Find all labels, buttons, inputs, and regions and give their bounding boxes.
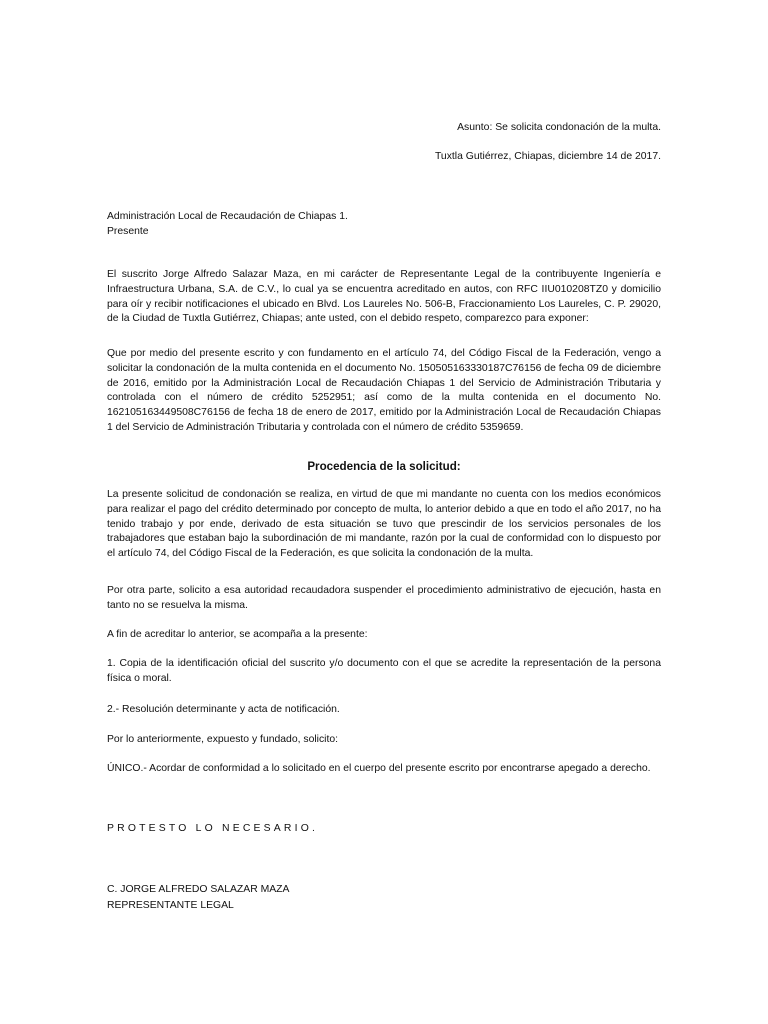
suspension-paragraph: Por otra parte, solicito a esa autoridad recaudadora suspender el procedimiento administrativo de ejecución, hasta en tanto no se resuelva la misma. — [107, 585, 661, 611]
recipient-line-1: Administración Local de Recaudación de Chiapas 1. — [107, 211, 348, 222]
recipient-line-2: Presente — [107, 226, 149, 237]
request-paragraph: Que por medio del presente escrito y con fundamento en el artículo 74, del Código Fiscal de la Federación, vengo a solicitar la condonación de la multa contenida en el documento No. 150505163330187C76156 de fecha 09 de diciembre de 2016, emitido por la Administración Local de Recaudación Chiapas 1 del Servicio de Administración Tributaria y controlada con el número de crédito 5252951; así como de la multa contenida en el documento No. 162105163449508C76156 de fecha 18 de enero de 2017, emitido por la Administración Local de Recaudación Chiapas 1 del Servicio de Administración Tributaria y controlada con el número de crédito 5359659. — [107, 348, 661, 433]
attachments-intro: A fin de acreditar lo anterior, se acompaña a la presente: — [107, 629, 368, 640]
place-date-line: Tuxtla Gutiérrez, Chiapas, diciembre 14 de 2017. — [434, 151, 661, 162]
justification-paragraph: La presente solicitud de condonación se realiza, en virtud de que mi mandante no cuenta con los medios económicos para realizar el pago del crédito determinado por concepto de multa, lo anterior debido a que en todo el año 2017, no ha tenido trabajo y por ende, derivado de esta situación se tuvo que prescindir de los servicios personales de los trabajadores que estaban bajo la subordinación de mi mandante, razón por la cual de conformidad con lo dispuesto por el artículo 74, del Código Fiscal de la Federación, es que solicita la condonación de la multa. — [107, 489, 661, 560]
signer-role: REPRESENTANTE LEGAL — [107, 900, 234, 911]
closing-intro: Por lo anteriormente, expuesto y fundado, solicito: — [107, 734, 339, 745]
section-heading: Procedencia de la solicitud: — [307, 460, 461, 473]
attachment-item-1: 1. Copia de la identificación oficial del suscrito y/o documento con el que se acredite la representación de la persona física o moral. — [107, 658, 661, 684]
signer-name: C. JORGE ALFREDO SALAZAR MAZA — [107, 884, 290, 895]
intro-paragraph: El suscrito Jorge Alfredo Salazar Maza, en mi carácter de Representante Legal de la contribuyente Ingeniería e Infraestructura Urbana, S.A. de C.V., lo cual ya se encuentra acreditado en autos, con RFC IIU010208TZ0 y domicilio para oír y recibir notificaciones el ubicado en Blvd. Los Laureles No. 506-B, Fraccionamiento Los Laureles, C. P. 29020, de la Ciudad de Tuxtla Gutiérrez, Chiapas; ante usted, con el debido respeto, comparezco para exponer: — [107, 269, 661, 325]
attachment-item-2: 2.- Resolución determinante y acta de notificación. — [107, 704, 340, 715]
unique-point: ÚNICO.- Acordar de conformidad a lo solicitado en el cuerpo del presente escrito por encontrarse apegado a derecho. — [107, 763, 651, 774]
subject-line: Asunto: Se solicita condonación de la multa. — [457, 122, 661, 133]
protest-line: PROTESTO LO NECESARIO. — [107, 823, 319, 834]
